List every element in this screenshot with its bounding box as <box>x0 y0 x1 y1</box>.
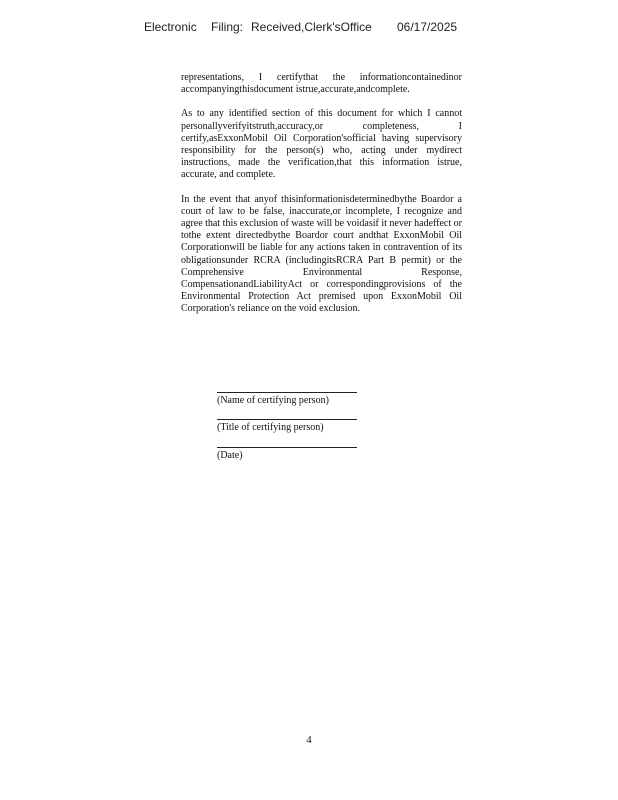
signature-name-line <box>217 392 357 393</box>
paragraph-liability: In the event that anyof thisinformationisdeterminedbythe Boardor a court of law to be false, inaccurate,or incomplete, I recognize and agree that this exclusion of waste will be voidasif it never hadeffect or tothe extent directedbythe Boardor court andthat ExxonMobil Oil Corporationwill be liable for any actions taken in contravention of its obligationsunder RCRA (includingitsRCRA Part B permit) or the Comprehensive Environmental Response, CompensationandLiabilityAct or correspondingprovisions of the Environmental Protection Act premised upon ExxonMobil Oil Corporation's reliance on the void exclusion. <box>181 193 462 315</box>
signature-date-block <box>217 447 357 461</box>
signature-date-line <box>217 447 357 448</box>
header-source: Electronic <box>144 20 197 34</box>
signature-title-line <box>217 419 357 420</box>
document-body <box>181 72 462 328</box>
signature-date-label: (Date) <box>217 450 243 461</box>
filing-header <box>0 20 618 38</box>
signature-title-label: (Title of certifying person) <box>217 422 324 433</box>
header-date: 06/17/2025 <box>397 20 458 34</box>
paragraph-verification: As to any identified section of this document for which I cannot personallyverifyitstruth,accuracy,or completeness, I certify,asExxonMobil Oil Corporation'sofficial having supervisory responsibility for the person(s) who, acting under mydirect instructions, made the verification,that this information istrue, accurate, and complete. <box>181 108 462 181</box>
signature-title-block <box>217 419 357 433</box>
page-number: 4 <box>306 734 312 746</box>
signature-name-block <box>217 392 357 406</box>
paragraph-representations: representations, I certifythat the informationcontainedinor accompanyingthisdocument istrue,accurate,andcomplete. <box>181 72 462 96</box>
header-filing: Filing: <box>211 20 244 34</box>
header-received: Received,Clerk'sOffice <box>251 20 372 34</box>
signature-name-label: (Name of certifying person) <box>217 395 329 406</box>
